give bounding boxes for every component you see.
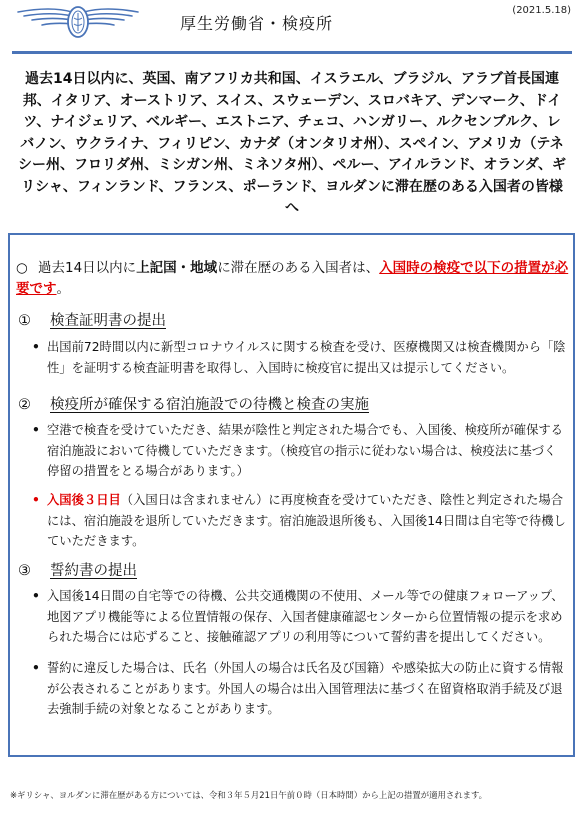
- intro-text-bold: 上記国・地域: [136, 260, 218, 276]
- bullet-text: 誓約に違反した場合は、氏名（外国人の場合は氏名及び国籍）や感染拡大の防止に資する情報が公表されることがあります。外国人の場合は出入国管理法に基づく在留資格取消手続及び退去強制手続の対象となることがあります。: [47, 661, 564, 716]
- bullet-text: [47, 490, 568, 552]
- intro-text-1: 過去14日以内に: [38, 260, 137, 276]
- section-3-heading: [18, 561, 137, 581]
- section-3-bullet-2: [32, 658, 568, 720]
- section-3-number: ③: [18, 563, 31, 579]
- section-2-bullet-2: [32, 490, 568, 552]
- bullet-text-red: 入国後３日目: [47, 493, 121, 507]
- bullet-text: 出国前72時間以内に新型コロナウイルスに関する検査を受け、医療機関又は検査機関から「陰性」を証明する検査証明書を取得し、入国時に検疫官に提出又は提示してください。: [47, 340, 566, 375]
- page-header: [0, 0, 581, 56]
- intro-text-2: に滞在歴のある入国者は、: [217, 260, 380, 276]
- bullet-text: 入国後14日間の自宅等での待機、公共交通機関の不使用、メール等での健康フォローアップ、地図アプリ機能等による位置情報の保存、入国者健康確認センターから位置情報の提示を求められた場合には応ずること、接触確認アプリの利用等について誓約書を提出してください。: [47, 589, 564, 644]
- section-2-heading: [18, 395, 369, 415]
- bullet-text: 空港で検査を受けていただき、結果が陰性と判定された場合でも、入国後、検疫所が確保する宿泊施設において待機していただきます。（検疫官の指示に従わない場合は、検疫法に基づく停留の措置をとる場合があります。）: [47, 423, 563, 478]
- section-1-heading: [18, 311, 166, 331]
- footnote: ※ギリシャ、ヨルダンに滞在歴がある方については、令和３年５月21日午前０時（日本時間）から上記の措置が適用されます。: [10, 790, 488, 800]
- bullet-marker: •: [32, 661, 40, 675]
- section-2-bullet-1: [32, 420, 568, 482]
- quarantine-emblem-icon: [14, 4, 142, 40]
- section-1-title: 検査証明書の提出: [50, 313, 166, 329]
- bullet-marker-red: •: [32, 493, 40, 507]
- section-1-bullet-1: [32, 337, 568, 378]
- intro-paragraph: [16, 258, 572, 300]
- section-2-title: 検疫所が確保する宿泊施設での待機と検査の実施: [50, 397, 369, 413]
- intro-text-end: 。: [56, 281, 70, 297]
- bullet-marker: •: [32, 423, 40, 437]
- header-divider: [12, 51, 572, 54]
- bullet-text-rest: （入国日は含まれません）に再度検査を受けていただき、陰性と判定された場合には、宿泊施設を退所していただきます。宿泊施設退所後も、入国後14日間は自宅等で待機していただきます。: [47, 493, 566, 548]
- section-3-bullet-1: [32, 586, 568, 648]
- ministry-name: 厚生労働省・検疫所: [180, 14, 334, 33]
- section-2-number: ②: [18, 397, 31, 413]
- section-3-title: 誓約書の提出: [50, 563, 137, 579]
- intro-marker: ○: [16, 260, 28, 276]
- bullet-marker: •: [32, 589, 40, 603]
- section-1-number: ①: [18, 313, 31, 329]
- notice-title: 過去14日以内に、英国、南アフリカ共和国、イスラエル、ブラジル、アラブ首長国連邦、イタリア、オーストリア、スイス、スウェーデン、スロバキア、デンマーク、ドイツ、ナイジェリア、ベルギー、エストニア、チェコ、ハンガリー、ルクセンブルク、レバノン、ウクライナ、フィリピン、カナダ（オンタリオ州）、スペイン、アメリカ（テネシー州、フロリダ州、ミシガン州、ミネソタ州）、ペルー、アイルランド、オランダ、ギリシャ、フィンランド、フランス、ポーランド、ヨルダンに滞在歴のある入国者の皆様へ: [18, 71, 566, 216]
- intro-text-red: 入国時の検疫で以下の措置が必要です: [16, 260, 569, 297]
- bullet-marker: •: [32, 340, 40, 354]
- issue-date: (2021.5.18): [512, 5, 571, 16]
